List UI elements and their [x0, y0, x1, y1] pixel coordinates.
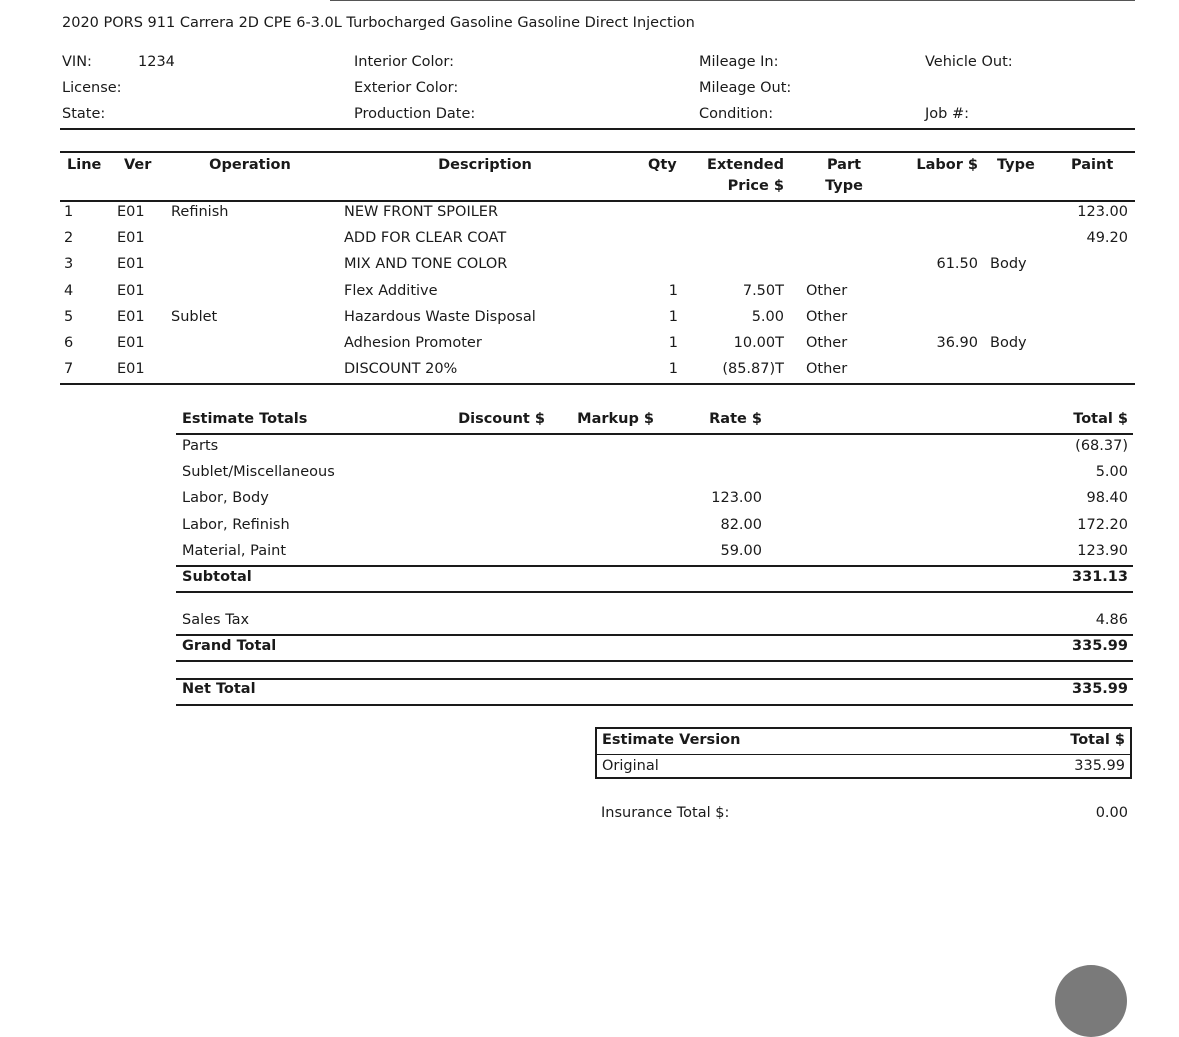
- line-item-type: Body: [990, 335, 1027, 351]
- divider: [176, 660, 1133, 662]
- divider: [60, 383, 1135, 385]
- header-labor: Labor $: [916, 157, 978, 173]
- insurance-total-value: 0.00: [1095, 805, 1128, 821]
- version-row-total: 335.99: [1074, 758, 1125, 774]
- totals-row-rate: 123.00: [711, 490, 762, 507]
- line-item-description: Hazardous Waste Disposal: [344, 308, 536, 325]
- line-item-qty: 1: [668, 308, 678, 325]
- line-item-qty: 1: [668, 361, 678, 378]
- divider: [176, 565, 1133, 567]
- line-item-description: Adhesion Promoter: [344, 335, 482, 351]
- exterior-color-label: Exterior Color:: [354, 80, 459, 96]
- top-border-line: [330, 0, 1135, 1]
- line-item-line: 7: [64, 361, 74, 378]
- line-item-line: 3: [64, 256, 74, 273]
- subtotal-value: 331.13: [1072, 569, 1128, 585]
- line-item-ver: E01: [117, 230, 145, 247]
- license-label: License:: [62, 80, 122, 96]
- header-qty: Qty: [648, 157, 677, 173]
- totals-row-total: 123.90: [1077, 542, 1128, 559]
- subtotal-label: Subtotal: [182, 569, 252, 585]
- line-item-ver: E01: [117, 256, 145, 273]
- divider: [176, 704, 1133, 706]
- line-item-operation: Refinish: [171, 204, 229, 220]
- insurance-total-label: Insurance Total $:: [601, 805, 730, 821]
- interior-color-label: Interior Color:: [354, 54, 454, 70]
- grand-total-label: Grand Total: [182, 638, 277, 654]
- totals-header-total: Total $: [1073, 411, 1128, 427]
- totals-row-total: 98.40: [1086, 490, 1128, 507]
- state-label: State:: [62, 106, 106, 122]
- divider: [60, 200, 1135, 202]
- line-item-description: DISCOUNT 20%: [344, 361, 458, 378]
- line-item-ver: E01: [117, 282, 145, 299]
- header-extended-price-1: Extended: [707, 157, 784, 173]
- totals-row-total: 5.00: [1095, 464, 1128, 481]
- vin-value: 1234: [138, 54, 175, 70]
- condition-label: Condition:: [699, 106, 774, 122]
- line-item-ext-price: 7.50T: [742, 282, 784, 299]
- header-paint: Paint: [1071, 157, 1114, 173]
- totals-row-name: Labor, Body: [182, 490, 269, 507]
- divider: [176, 591, 1133, 593]
- header-line: Line: [67, 157, 102, 173]
- line-item-ver: E01: [117, 308, 145, 325]
- version-header-label: Estimate Version: [602, 732, 741, 748]
- line-item-description: MIX AND TONE COLOR: [344, 256, 508, 273]
- line-item-ver: E01: [117, 204, 145, 220]
- divider: [176, 634, 1133, 636]
- estimate-version-box: [595, 727, 1132, 779]
- divider: [60, 128, 1135, 130]
- totals-row-total: 172.20: [1077, 516, 1128, 533]
- sales-tax-value: 4.86: [1095, 612, 1128, 628]
- mileage-in-label: Mileage In:: [699, 54, 779, 70]
- line-item-qty: 1: [668, 282, 678, 299]
- totals-header-markup: Markup $: [577, 411, 654, 427]
- divider: [176, 433, 1133, 435]
- net-total-label: Net Total: [182, 681, 256, 697]
- line-item-ext-price: 10.00T: [733, 335, 784, 351]
- vin-label: VIN:: [62, 54, 92, 70]
- totals-row-name: Sublet/Miscellaneous: [182, 464, 335, 481]
- line-item-part-type: Other: [806, 335, 848, 351]
- totals-row-rate: 59.00: [720, 542, 762, 559]
- totals-row-name: Labor, Refinish: [182, 516, 290, 533]
- totals-header-name: Estimate Totals: [182, 411, 308, 427]
- totals-header-rate: Rate $: [709, 411, 762, 427]
- header-part-type-2: Type: [825, 178, 863, 194]
- line-item-paint: 123.00: [1077, 204, 1128, 220]
- totals-row-total: (68.37): [1075, 438, 1128, 454]
- line-item-qty: 1: [668, 335, 678, 351]
- vehicle-title: 2020 PORS 911 Carrera 2D CPE 6-3.0L Turbocharged Gasoline Gasoline Direct Injection: [62, 15, 695, 31]
- header-type: Type: [997, 157, 1035, 173]
- totals-row-name: Material, Paint: [182, 542, 287, 559]
- line-item-line: 1: [64, 204, 74, 220]
- header-ver: Ver: [124, 157, 152, 173]
- line-item-type: Body: [990, 256, 1027, 273]
- grand-total-value: 335.99: [1072, 638, 1128, 654]
- totals-header-discount: Discount $: [458, 411, 545, 427]
- line-item-ver: E01: [117, 335, 145, 351]
- sales-tax-label: Sales Tax: [182, 612, 250, 628]
- totals-row-rate: 82.00: [720, 516, 762, 533]
- line-item-ver: E01: [117, 361, 145, 378]
- line-item-line: 5: [64, 308, 74, 325]
- header-part-type-1: Part: [826, 157, 862, 173]
- divider: [60, 151, 1135, 153]
- line-item-ext-price: (85.87)T: [722, 361, 784, 378]
- net-total-value: 335.99: [1072, 681, 1128, 697]
- line-item-description: NEW FRONT SPOILER: [344, 204, 499, 220]
- version-row-label: Original: [602, 758, 659, 774]
- header-extended-price-2: Price $: [727, 178, 784, 194]
- vehicle-out-label: Vehicle Out:: [925, 54, 1013, 70]
- line-item-ext-price: 5.00: [751, 308, 784, 325]
- header-description: Description: [438, 157, 532, 173]
- line-item-description: Flex Additive: [344, 282, 438, 299]
- totals-row-name: Parts: [182, 438, 219, 454]
- line-item-description: ADD FOR CLEAR COAT: [344, 230, 507, 247]
- line-item-part-type: Other: [806, 282, 848, 299]
- line-item-labor: 61.50: [936, 256, 978, 273]
- line-item-line: 4: [64, 282, 74, 299]
- job-number-label: Job #:: [925, 106, 969, 122]
- line-item-operation: Sublet: [171, 308, 218, 325]
- line-item-line: 6: [64, 335, 74, 351]
- line-item-part-type: Other: [806, 308, 848, 325]
- line-item-line: 2: [64, 230, 74, 247]
- header-operation: Operation: [209, 157, 291, 173]
- production-date-label: Production Date:: [354, 106, 476, 122]
- line-item-labor: 36.90: [936, 335, 978, 351]
- divider: [597, 754, 1130, 755]
- divider: [176, 678, 1133, 680]
- line-item-part-type: Other: [806, 361, 848, 378]
- version-header-total: Total $: [1070, 732, 1125, 748]
- line-item-paint: 49.20: [1086, 230, 1128, 247]
- floating-action-button[interactable]: [1055, 965, 1127, 1037]
- mileage-out-label: Mileage Out:: [699, 80, 792, 96]
